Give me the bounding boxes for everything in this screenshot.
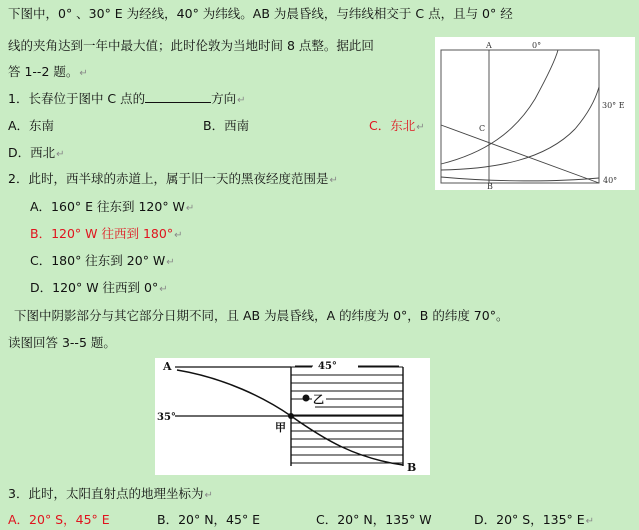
q3-option-c: C．20° N，135° W — [316, 512, 432, 527]
point-jia-dot — [288, 413, 294, 419]
label-a: A — [486, 41, 492, 50]
label-b: B — [407, 461, 417, 474]
intro-line-2: 线的夹角达到一年中最大值；此时伦敦为当地时间 8 点整。据此回 — [8, 38, 374, 53]
intro2-line-1: 下图中阴影部分与其它部分日期不同，且 AB 为晨昏线，A 的纬度为 0°，B 的纬度 70°。 — [14, 308, 509, 323]
label-45: 45° — [318, 361, 337, 372]
q2-option-b: B．120° W 往西到 180°↵ — [30, 226, 183, 241]
figure-date-line — [155, 358, 430, 475]
q2-stem: 2．此时，西半球的赤道上，属于旧一天的黑夜经度范围是↵ — [8, 171, 338, 186]
intro-line-3: 答 1--2 题。↵ — [8, 64, 88, 79]
label-c: C — [479, 124, 486, 133]
label-a: A — [163, 360, 172, 373]
meridian-30e-curve — [441, 87, 599, 170]
q3-option-b: B．20° N，45° E — [157, 512, 261, 527]
label-yi: 乙 — [313, 393, 324, 406]
answer-blank — [145, 91, 211, 103]
q3-stem: 3．此时，太阳直射点的地理坐标为↵ — [8, 486, 213, 501]
label-b: B — [487, 182, 493, 190]
terminator-line — [441, 125, 599, 183]
label-0: 0° — [532, 41, 542, 50]
q1-option-a: A．东南 — [8, 118, 55, 133]
q1-option-d: D．西北↵ — [8, 145, 65, 160]
parallel-40-curve — [441, 177, 599, 181]
q3-option-a: A．20° S，45° E — [8, 512, 110, 527]
q1-stem: 1．长春位于图中 C 点的 方向↵ — [8, 91, 246, 106]
figure-2-svg — [155, 358, 430, 475]
q2-option-a: A．160° E 往东到 120° W↵ — [30, 199, 195, 214]
label-35: 35° — [157, 412, 176, 423]
label-40: 40° — [603, 176, 618, 185]
q3-option-d: D．20° S，135° E↵ — [474, 512, 595, 527]
q1-option-b: B．西南 — [203, 118, 250, 133]
q2-option-c: C．180° 往东到 20° W↵ — [30, 253, 175, 268]
intro-line-1: 下图中，0° 、30° E 为经线，40° 为纬线。AB 为晨昏线，与纬线相交于 C 点，且与 0° 经 — [8, 6, 513, 21]
q2-option-d: D．120° W 往西到 0°↵ — [30, 280, 168, 295]
intro2-line-2: 读图回答 3--5 题。 — [8, 335, 116, 350]
label-30e: 30° E — [602, 101, 625, 110]
figure-terminator-map — [435, 37, 635, 190]
point-yi-dot — [303, 395, 310, 402]
figure-1-frame — [441, 50, 599, 183]
label-jia: 甲 — [275, 421, 286, 434]
figure-1-svg — [435, 37, 635, 190]
q1-option-c: C．东北↵ — [369, 118, 425, 133]
